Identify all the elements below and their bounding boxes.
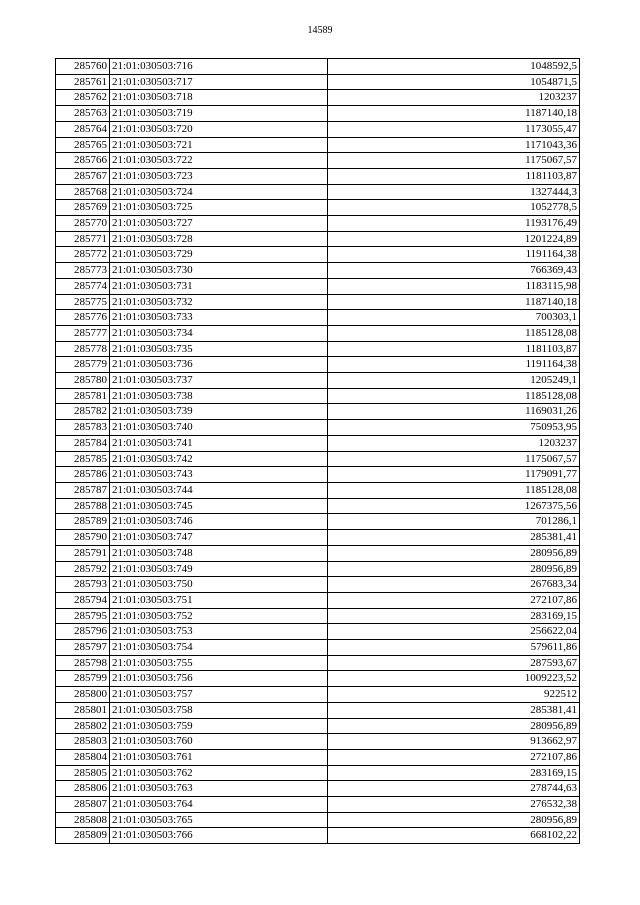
table-row [56, 137, 580, 153]
row-number-cell: 285781 [56, 388, 110, 404]
table-row [56, 231, 580, 247]
row-number-cell: 285771 [56, 231, 110, 247]
cadastral-value-cell: 1201224,89 [328, 231, 580, 247]
cadastral-number-cell: 21:01:030503:743 [110, 467, 328, 483]
table-row [56, 467, 580, 483]
row-number-cell: 285774 [56, 278, 110, 294]
table-row [56, 388, 580, 404]
row-number-cell: 285790 [56, 530, 110, 546]
cadastral-value-cell: 766369,43 [328, 263, 580, 279]
table-row [56, 451, 580, 467]
cadastral-value-cell: 1185128,08 [328, 388, 580, 404]
cadastral-value-cell: 256622,04 [328, 624, 580, 640]
row-number-cell: 285764 [56, 121, 110, 137]
cadastral-value-cell: 283169,15 [328, 765, 580, 781]
cadastral-value-cell: 1173055,47 [328, 121, 580, 137]
cadastral-value-cell: 1187140,18 [328, 106, 580, 122]
table-row [56, 373, 580, 389]
row-number-cell: 285789 [56, 514, 110, 530]
table-row [56, 294, 580, 310]
cadastral-value-cell: 285381,41 [328, 702, 580, 718]
table-row [56, 263, 580, 279]
cadastral-value-cell: 922512 [328, 687, 580, 703]
cadastral-number-cell: 21:01:030503:731 [110, 278, 328, 294]
cadastral-value-cell: 285381,41 [328, 530, 580, 546]
cadastral-number-cell: 21:01:030503:735 [110, 341, 328, 357]
table-row [56, 498, 580, 514]
cadastral-value-cell: 1048592,5 [328, 59, 580, 75]
cadastral-number-cell: 21:01:030503:720 [110, 121, 328, 137]
table-row [56, 687, 580, 703]
cadastral-number-cell: 21:01:030503:746 [110, 514, 328, 530]
cadastral-value-cell: 1185128,08 [328, 482, 580, 498]
table-row [56, 530, 580, 546]
cadastral-value-cell: 1205249,1 [328, 373, 580, 389]
row-number-cell: 285767 [56, 168, 110, 184]
cadastral-value-cell: 267683,34 [328, 577, 580, 593]
cadastral-value-cell: 1171043,36 [328, 137, 580, 153]
cadastral-number-cell: 21:01:030503:736 [110, 357, 328, 373]
row-number-cell: 285798 [56, 655, 110, 671]
table-row [56, 121, 580, 137]
cadastral-value-cell: 1185128,08 [328, 325, 580, 341]
cadastral-number-cell: 21:01:030503:738 [110, 388, 328, 404]
cadastral-number-cell: 21:01:030503:727 [110, 216, 328, 232]
row-number-cell: 285794 [56, 592, 110, 608]
cadastral-value-cell: 1193176,49 [328, 216, 580, 232]
table-body [56, 59, 580, 844]
cadastral-value-cell: 1179091,77 [328, 467, 580, 483]
table-row [56, 640, 580, 656]
row-number-cell: 285804 [56, 749, 110, 765]
row-number-cell: 285762 [56, 90, 110, 106]
row-number-cell: 285793 [56, 577, 110, 593]
table-row [56, 655, 580, 671]
table-row [56, 561, 580, 577]
cadastral-value-cell: 1169031,26 [328, 404, 580, 420]
cadastral-number-cell: 21:01:030503:721 [110, 137, 328, 153]
table-row [56, 216, 580, 232]
row-number-cell: 285807 [56, 797, 110, 813]
cadastral-value-cell: 913662,97 [328, 734, 580, 750]
cadastral-number-cell: 21:01:030503:761 [110, 749, 328, 765]
cadastral-value-cell: 1203237 [328, 435, 580, 451]
cadastral-value-cell: 700303,1 [328, 310, 580, 326]
cadastral-number-cell: 21:01:030503:728 [110, 231, 328, 247]
cadastral-value-cell: 283169,15 [328, 608, 580, 624]
cadastral-number-cell: 21:01:030503:740 [110, 420, 328, 436]
table-row [56, 592, 580, 608]
cadastral-number-cell: 21:01:030503:725 [110, 200, 328, 216]
row-number-cell: 285792 [56, 561, 110, 577]
cadastral-number-cell: 21:01:030503:753 [110, 624, 328, 640]
cadastral-number-cell: 21:01:030503:723 [110, 168, 328, 184]
row-number-cell: 285802 [56, 718, 110, 734]
row-number-cell: 285760 [56, 59, 110, 75]
row-number-cell: 285784 [56, 435, 110, 451]
cadastral-value-cell: 280956,89 [328, 561, 580, 577]
table-row [56, 482, 580, 498]
cadastral-number-cell: 21:01:030503:739 [110, 404, 328, 420]
cadastral-number-cell: 21:01:030503:745 [110, 498, 328, 514]
table-row [56, 59, 580, 75]
row-number-cell: 285801 [56, 702, 110, 718]
row-number-cell: 285795 [56, 608, 110, 624]
cadastral-number-cell: 21:01:030503:765 [110, 812, 328, 828]
cadastral-number-cell: 21:01:030503:718 [110, 90, 328, 106]
row-number-cell: 285786 [56, 467, 110, 483]
cadastral-number-cell: 21:01:030503:756 [110, 671, 328, 687]
row-number-cell: 285787 [56, 482, 110, 498]
table-row [56, 435, 580, 451]
cadastral-number-cell: 21:01:030503:758 [110, 702, 328, 718]
page-number: 14589 [307, 25, 333, 36]
row-number-cell: 285797 [56, 640, 110, 656]
row-number-cell: 285788 [56, 498, 110, 514]
cadastral-value-cell: 1175067,57 [328, 451, 580, 467]
cadastral-value-cell: 1009223,52 [328, 671, 580, 687]
cadastral-number-cell: 21:01:030503:754 [110, 640, 328, 656]
table-row [56, 749, 580, 765]
cadastral-number-cell: 21:01:030503:747 [110, 530, 328, 546]
cadastral-value-cell: 1267375,56 [328, 498, 580, 514]
cadastral-number-cell: 21:01:030503:734 [110, 325, 328, 341]
row-number-cell: 285776 [56, 310, 110, 326]
row-number-cell: 285770 [56, 216, 110, 232]
cadastral-value-cell: 1052778,5 [328, 200, 580, 216]
table-row [56, 341, 580, 357]
cadastral-number-cell: 21:01:030503:766 [110, 828, 328, 844]
table-row [56, 90, 580, 106]
table-row [56, 781, 580, 797]
cadastral-number-cell: 21:01:030503:730 [110, 263, 328, 279]
cadastral-value-cell: 280956,89 [328, 718, 580, 734]
table-row [56, 404, 580, 420]
table-row [56, 153, 580, 169]
cadastral-value-cell: 1181103,87 [328, 168, 580, 184]
table-row [56, 765, 580, 781]
row-number-cell: 285791 [56, 545, 110, 561]
row-number-cell: 285783 [56, 420, 110, 436]
row-number-cell: 285803 [56, 734, 110, 750]
table-row [56, 812, 580, 828]
cadastral-number-cell: 21:01:030503:732 [110, 294, 328, 310]
cadastral-value-cell: 701286,1 [328, 514, 580, 530]
table-row [56, 624, 580, 640]
cadastral-number-cell: 21:01:030503:762 [110, 765, 328, 781]
cadastral-number-cell: 21:01:030503:764 [110, 797, 328, 813]
cadastral-value-cell: 1181103,87 [328, 341, 580, 357]
cadastral-value-cell: 668102,22 [328, 828, 580, 844]
row-number-cell: 285782 [56, 404, 110, 420]
cadastral-number-cell: 21:01:030503:757 [110, 687, 328, 703]
table-row [56, 608, 580, 624]
cadastral-value-cell: 1054871,5 [328, 74, 580, 90]
cadastral-value-cell: 280956,89 [328, 812, 580, 828]
cadastral-number-cell: 21:01:030503:724 [110, 184, 328, 200]
cadastral-number-cell: 21:01:030503:719 [110, 106, 328, 122]
cadastral-number-cell: 21:01:030503:733 [110, 310, 328, 326]
cadastral-number-cell: 21:01:030503:716 [110, 59, 328, 75]
cadastral-number-cell: 21:01:030503:729 [110, 247, 328, 263]
table-row [56, 514, 580, 530]
table-row [56, 278, 580, 294]
cadastral-value-cell: 579611,86 [328, 640, 580, 656]
row-number-cell: 285779 [56, 357, 110, 373]
cadastral-number-cell: 21:01:030503:722 [110, 153, 328, 169]
cadastral-number-cell: 21:01:030503:744 [110, 482, 328, 498]
cadastral-value-cell: 272107,86 [328, 592, 580, 608]
table-row [56, 200, 580, 216]
cadastral-value-cell: 1203237 [328, 90, 580, 106]
cadastral-number-cell: 21:01:030503:748 [110, 545, 328, 561]
row-number-cell: 285805 [56, 765, 110, 781]
table-row [56, 184, 580, 200]
row-number-cell: 285785 [56, 451, 110, 467]
row-number-cell: 285761 [56, 74, 110, 90]
table-row [56, 247, 580, 263]
table-row [56, 74, 580, 90]
row-number-cell: 285773 [56, 263, 110, 279]
cadastral-number-cell: 21:01:030503:750 [110, 577, 328, 593]
row-number-cell: 285772 [56, 247, 110, 263]
row-number-cell: 285769 [56, 200, 110, 216]
cadastral-value-cell: 280956,89 [328, 545, 580, 561]
table-row [56, 718, 580, 734]
cadastral-value-cell: 278744,63 [328, 781, 580, 797]
cadastral-value-cell: 1191164,38 [328, 357, 580, 373]
cadastral-value-cell: 276532,38 [328, 797, 580, 813]
cadastral-number-cell: 21:01:030503:759 [110, 718, 328, 734]
cadastral-value-cell: 1191164,38 [328, 247, 580, 263]
row-number-cell: 285808 [56, 812, 110, 828]
row-number-cell: 285765 [56, 137, 110, 153]
table-row [56, 828, 580, 844]
row-number-cell: 285780 [56, 373, 110, 389]
cadastral-number-cell: 21:01:030503:763 [110, 781, 328, 797]
cadastral-number-cell: 21:01:030503:742 [110, 451, 328, 467]
cadastral-number-cell: 21:01:030503:717 [110, 74, 328, 90]
table-row [56, 545, 580, 561]
table-row [56, 357, 580, 373]
row-number-cell: 285796 [56, 624, 110, 640]
cadastral-number-cell: 21:01:030503:760 [110, 734, 328, 750]
cadastral-value-cell: 1327444,3 [328, 184, 580, 200]
cadastral-number-cell: 21:01:030503:751 [110, 592, 328, 608]
row-number-cell: 285763 [56, 106, 110, 122]
cadastral-value-table [55, 58, 580, 844]
row-number-cell: 285768 [56, 184, 110, 200]
cadastral-value-cell: 272107,86 [328, 749, 580, 765]
cadastral-number-cell: 21:01:030503:741 [110, 435, 328, 451]
table-row [56, 577, 580, 593]
row-number-cell: 285778 [56, 341, 110, 357]
table-row [56, 797, 580, 813]
table-row [56, 702, 580, 718]
table-row [56, 168, 580, 184]
table-row [56, 734, 580, 750]
cadastral-value-cell: 1187140,18 [328, 294, 580, 310]
row-number-cell: 285766 [56, 153, 110, 169]
cadastral-number-cell: 21:01:030503:749 [110, 561, 328, 577]
table-row [56, 420, 580, 436]
cadastral-value-cell: 287593,67 [328, 655, 580, 671]
cadastral-number-cell: 21:01:030503:737 [110, 373, 328, 389]
cadastral-number-cell: 21:01:030503:755 [110, 655, 328, 671]
cadastral-number-cell: 21:01:030503:752 [110, 608, 328, 624]
row-number-cell: 285799 [56, 671, 110, 687]
row-number-cell: 285777 [56, 325, 110, 341]
row-number-cell: 285800 [56, 687, 110, 703]
table-row [56, 671, 580, 687]
cadastral-value-cell: 750953,95 [328, 420, 580, 436]
table-row [56, 325, 580, 341]
row-number-cell: 285809 [56, 828, 110, 844]
row-number-cell: 285806 [56, 781, 110, 797]
cadastral-value-cell: 1183115,98 [328, 278, 580, 294]
row-number-cell: 285775 [56, 294, 110, 310]
cadastral-value-cell: 1175067,57 [328, 153, 580, 169]
table-row [56, 310, 580, 326]
table-row [56, 106, 580, 122]
